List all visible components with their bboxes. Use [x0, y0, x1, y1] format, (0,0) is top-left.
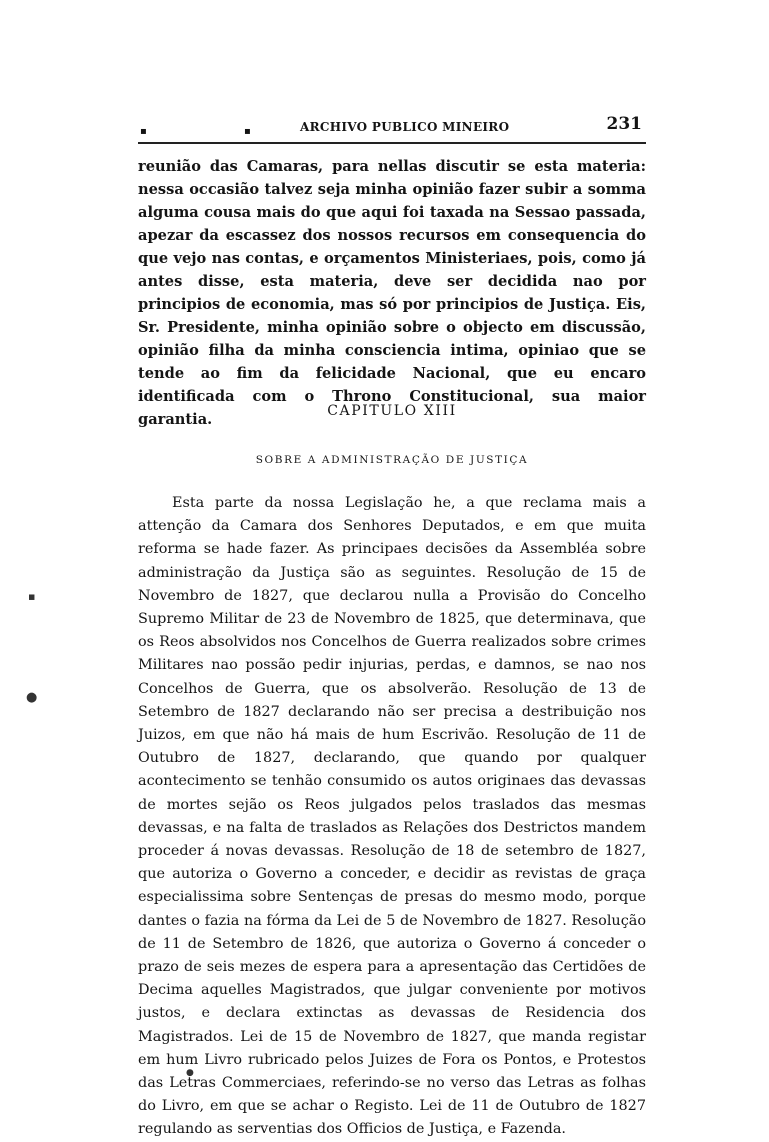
running-head: ARCHIVO PUBLICO MINEIRO — [300, 120, 510, 134]
chapter-title: CAPITULO XIII — [327, 403, 457, 419]
page-number: 231 — [606, 114, 642, 134]
page-header — [138, 112, 646, 146]
page-speck: ● — [186, 1068, 194, 1078]
printer-mark-left: ▪ — [140, 126, 147, 137]
printer-mark-center: ▪ — [244, 126, 251, 137]
body-paragraph: Esta parte da nossa Legislação he, a que reclama mais a attenção da Camara dos Senhores Deputados, e em que muita reforma se hade fazer. As principaes decisões da Assembléa sobre administração da Justiça são as seguintes. Resolução de 15 de Novembro de 1827, que declarou nulla a Provisão do Concelho Supremo Militar de 23 de Novembro de 1825, que determinava, que os Reos absolvidos nos Concelhos de Guerra realizados sobre crimes Militares nao possão pedir injurias, perdas, e damnos, se nao nos Concelhos de Guerra, que os absolverão. Resolução de 13 de Setembro de 1827 declarando não ser precisa a destribuição nos Juizos, em que não há mais de hum Escrivão. Resolução de 11 de Outubro de 1827, declarando, que quando por qualquer acontecimento se tenhão consumido os autos originaes das devassas de mortes sejão os Reos julgados pelos traslados das mesmas devassas, e na falta de traslados as Relações dos Destrictos mandem proceder á novas devassas. Resolução de 18 de setembro de 1827, que autoriza o Governo a conceder, e decidir as revistas de graça especialissima sobre Sentenças de presas do mesmo modo, porque dantes o fazia na fórma da Lei de 5 de Novembro de 1827. Resolução de 11 de Setembro de 1826, que autoriza o Governo á conceder o prazo de seis mezes de espera para a apresentação das Certidões de Decima aquelles Magistrados, que julgar conveniente por motivos justos, e declara extinctas as devassas de Residencia dos Magistrados. Lei de 15 de Novembro de 1827, que manda registar em hum Livro rubricado pelos Juizes de Fora os Pontos, e Protestos das Letras Commerciaes, referindo-se no verso das Letras as folhas do Livro, em que se achar o Registo. Lei de 11 de Outubro de 1827 regulando as serventias dos Officios de Justiça, e Fazenda. — [138, 495, 646, 1138]
chapter-subtitle: SOBRE A ADMINISTRAÇÃO DE JUSTIÇA — [255, 454, 529, 466]
margin-speck: ▪ — [28, 590, 36, 603]
margin-speck: ● — [26, 690, 38, 705]
opening-paragraph: reunião das Camaras, para nellas discutir se esta materia: nessa occasião talvez seja minha opinião fazer subir a somma alguma cousa mais do que aqui foi taxada na Sessao passada, apezar da escassez dos nossos recursos em consequencia do que vejo nas contas, e orçamentos Ministeriaes, pois, como já antes disse, esta materia, deve ser decidida nao por principios de economia, mas só por principios de Justiça. Eis, Sr. Presidente, minha opinião sobre o objecto em discussão, opinião filha da minha consciencia intima, opiniao que se tende ao fim da felicidade Nacional, que eu encaro identificada com o Throno Constitucional, sua maior garantia. — [138, 158, 646, 428]
header-rule — [138, 142, 646, 144]
